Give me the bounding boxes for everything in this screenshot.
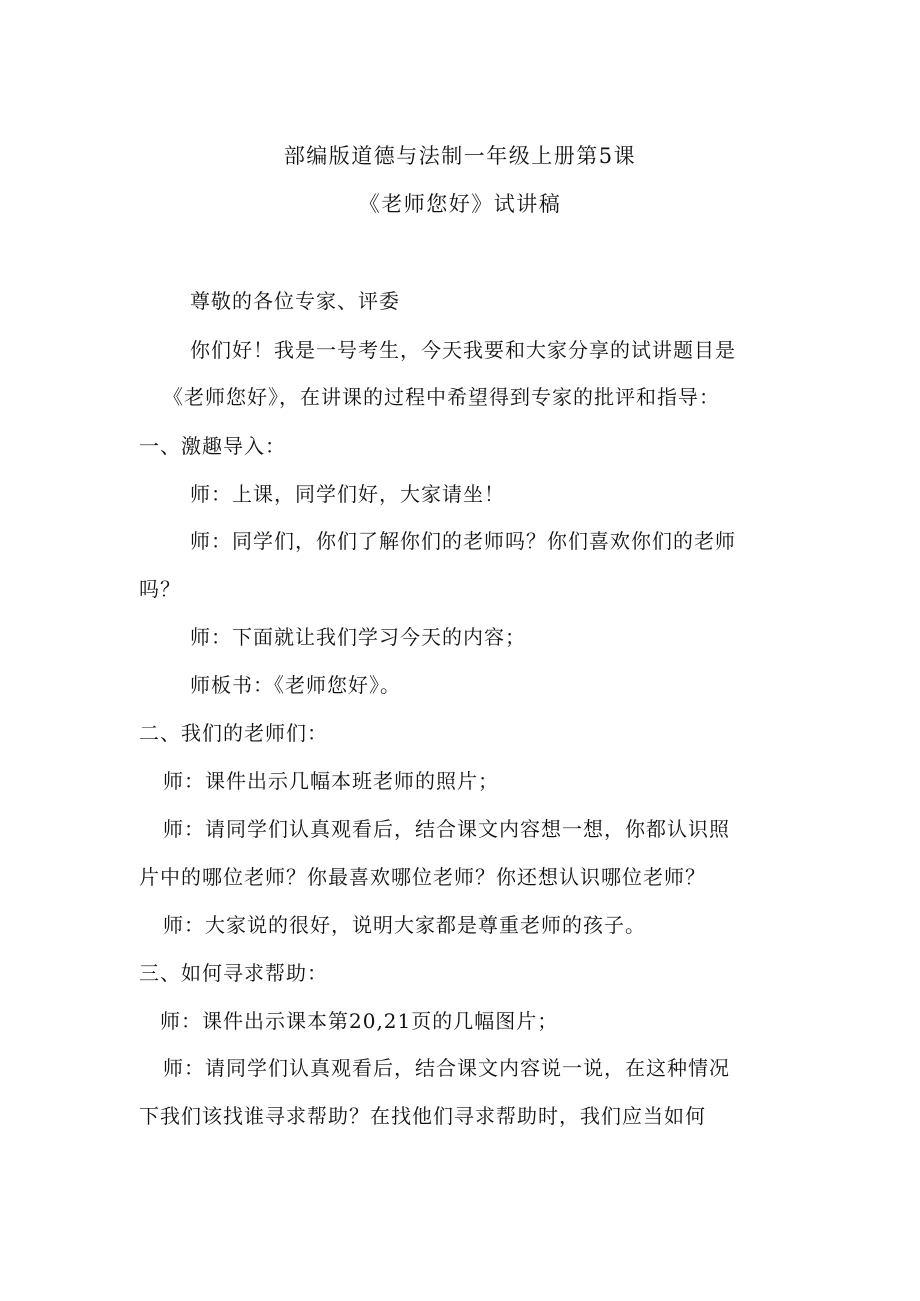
section1-line1: 师：上课，同学们好，大家请坐！ xyxy=(190,482,505,506)
section3-line2b: 下我们该找谁寻求帮助？在找他们寻求帮助时，我们应当如何 xyxy=(139,1104,706,1128)
intro-paragraph-line1: 你们好！我是一号考生，今天我要和大家分享的试讲题目是 xyxy=(190,338,736,362)
section2-line3: 师：大家说的很好，说明大家都是尊重老师的孩子。 xyxy=(163,913,646,937)
section1-line3: 师：下面就让我们学习今天的内容； xyxy=(190,625,526,649)
section2-line2b: 片中的哪位老师？你最喜欢哪位老师？你还想认识哪位老师？ xyxy=(139,865,706,889)
section3-line2a: 师：请同学们认真观看后，结合课文内容说一说，在这种情况 xyxy=(163,1056,730,1080)
section1-line2a: 师：同学们，你们了解你们的老师吗？你们喜欢你们的老师 xyxy=(190,529,736,553)
section1-line2b: 吗？ xyxy=(139,577,181,601)
document-title: 部编版道德与法制一年级上册第5课 xyxy=(283,144,637,168)
section-heading-2: 二、我们的老师们： xyxy=(139,721,328,745)
greeting-line: 尊敬的各位专家、评委 xyxy=(190,289,400,313)
section-heading-3: 三、如何寻求帮助： xyxy=(139,961,328,985)
section3-line1: 师：课件出示课本第20,21页的几幅图片； xyxy=(160,1009,559,1033)
section2-line1: 师：课件出示几幅本班老师的照片； xyxy=(163,769,499,793)
intro-paragraph-line2: 《老师您好》，在讲课的过程中希望得到专家的批评和指导： xyxy=(163,385,720,409)
document-subtitle: 《老师您好》试讲稿 xyxy=(358,192,562,216)
section2-line2a: 师：请同学们认真观看后，结合课文内容想一想，你都认识照 xyxy=(163,817,730,841)
section-heading-1: 一、激趣导入： xyxy=(139,434,286,458)
section1-line4: 师板书：《老师您好》。 xyxy=(190,673,401,697)
